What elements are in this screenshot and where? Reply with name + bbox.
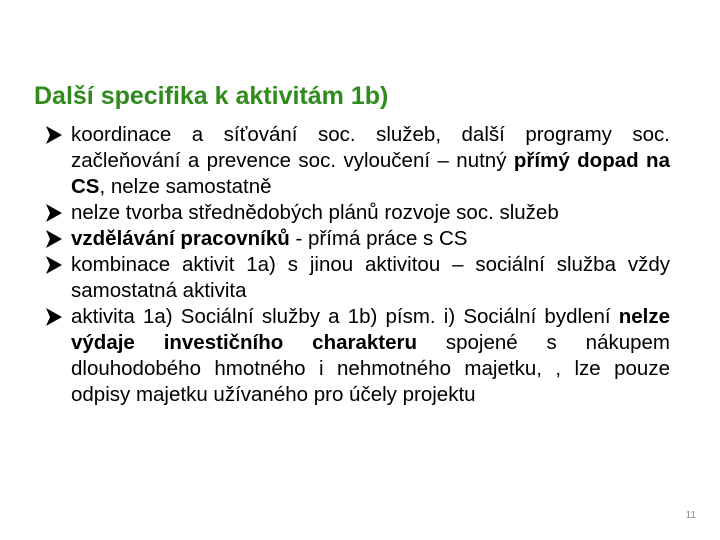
bullet-item <box>44 122 670 200</box>
bullet-text: koordinace a síťování soc. služeb, další programy soc. začleňování a prevence soc. vyloučení – nutný <box>71 123 670 172</box>
arrow-bullet-icon <box>44 252 64 278</box>
page-number: 11 <box>685 510 696 521</box>
bullet-text: nelze tvorba střednědobých plánů rozvoje soc. služeb <box>71 201 559 224</box>
bullet-text: kombinace aktivit 1a) s jinou aktivitou – sociální služba vždy samostatná aktivita <box>71 253 670 302</box>
bullet-list <box>44 122 670 408</box>
bullet-item <box>44 200 670 226</box>
slide-title: Další specifika k aktivitám 1b) <box>34 82 389 110</box>
bullet-text-bold: nelze výdaje investičního charakteru <box>71 305 670 354</box>
bullet-item <box>44 304 670 408</box>
bullet-item <box>44 226 670 252</box>
bullet-text: spojené s nákupem dlouhodobého hmotného i nehmotného majetku, , lze pouze odpisy majetku užívaného pro účely projektu <box>71 331 670 406</box>
arrow-bullet-icon <box>44 226 64 252</box>
bullet-text: - přímá práce s CS <box>289 227 468 250</box>
arrow-bullet-icon <box>44 304 64 330</box>
bullet-item <box>44 252 670 304</box>
arrow-bullet-icon <box>44 122 64 148</box>
bullet-text-bold: vzdělávání pracovníků <box>71 227 290 250</box>
bullet-text: aktivita 1a) Sociální služby a 1b) písm. i) Sociální bydlení <box>71 305 619 328</box>
arrow-bullet-icon <box>44 200 64 226</box>
bullet-text: , nelze samostatně <box>99 175 272 198</box>
bullet-text-bold: přímý dopad na CS <box>71 149 670 198</box>
